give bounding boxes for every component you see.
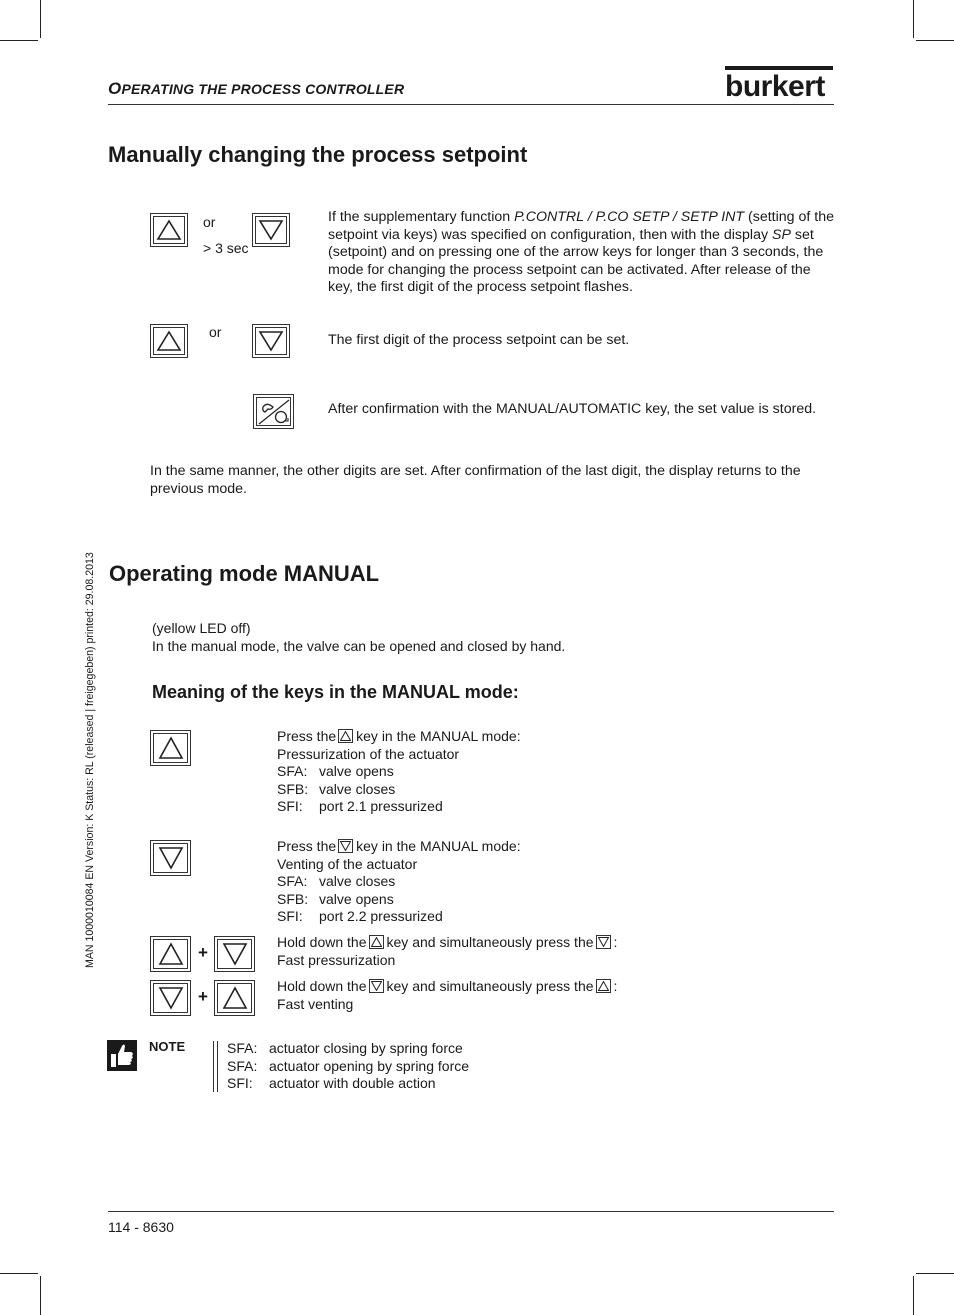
digits-paragraph: In the same manner, the other digits are set. After confirmation of the last digit, the display returns to the previous mode. xyxy=(150,463,801,497)
list-item: SFI: port 2.1 pressurized xyxy=(277,798,443,814)
note-label: NOTE xyxy=(149,1039,186,1054)
up-arrow-icon xyxy=(338,729,353,743)
down-key-description: Press the key in the MANUAL mode: Venting of the actuator SFA: valve closes SFB: valve opens SFI: port 2.2 pressurized xyxy=(277,838,521,924)
led-status: (yellow LED off) xyxy=(152,620,251,636)
manual-intro: In the manual mode, the valve can be opened and closed by hand. xyxy=(152,638,566,654)
list-item: SFB: valve opens xyxy=(277,890,394,907)
section-header-rest: PERATING THE PROCESS CONTROLLER xyxy=(121,81,405,97)
list-item: SFB: valve closes xyxy=(277,780,396,797)
down-arrow-icon xyxy=(369,979,384,993)
section-header xyxy=(108,79,404,99)
note-list xyxy=(227,1040,469,1093)
hand-valve-icon xyxy=(258,399,290,425)
crop-mark xyxy=(916,40,954,41)
up-key[interactable] xyxy=(150,730,191,766)
footer-rule xyxy=(108,1211,834,1212)
up-key[interactable] xyxy=(150,936,191,972)
note-hand-icon xyxy=(107,1040,137,1071)
up-key[interactable] xyxy=(214,980,255,1016)
manual-automatic-key[interactable] xyxy=(253,394,294,429)
list-item: SFA: actuator opening by spring force xyxy=(227,1057,470,1074)
page-number: 114 - 8630 xyxy=(108,1219,174,1235)
fast-pressurization-description: Hold down the key and simultaneously press the : Fast pressurization xyxy=(277,934,618,968)
document-metadata-sidebar: MAN 1000010084 EN Version: K Status: RL (released | freigegeben) printed: 29.08.2013 xyxy=(84,552,96,968)
note-divider xyxy=(217,1041,218,1092)
list-item: SFA: actuator closing by spring force xyxy=(227,1040,463,1056)
keys-subtitle: Meaning of the keys in the MANUAL mode: xyxy=(152,682,519,702)
list-item: SFI: actuator with double action xyxy=(227,1075,436,1091)
stored-text: After confirmation with the MANUAL/AUTOMATIC key, the set value is stored. xyxy=(328,401,817,417)
down-arrow-icon xyxy=(596,935,611,949)
down-key[interactable] xyxy=(252,324,290,358)
up-arrow-icon xyxy=(596,979,611,993)
down-key[interactable] xyxy=(150,980,191,1016)
note-divider xyxy=(213,1041,214,1092)
up-key-description: Press the key in the MANUAL mode: Pressurization of the actuator SFA: valve opens SFB: valve closes SFI: port 2.1 pressurized xyxy=(277,728,521,814)
section-title-setpoint: Manually changing the process setpoint xyxy=(108,142,528,167)
first-digit-text: The first digit of the process setpoint can be set. xyxy=(328,332,630,348)
up-key[interactable] xyxy=(150,213,188,247)
header-rule xyxy=(108,104,834,105)
crop-mark xyxy=(0,1273,38,1274)
list-item: SFI: port 2.2 pressurized xyxy=(277,908,443,924)
down-arrow-icon xyxy=(338,839,353,853)
list-item: SFA: valve opens xyxy=(277,763,394,779)
fast-venting-description: Hold down the key and simultaneously press the : Fast venting xyxy=(277,978,618,1012)
or-label: or xyxy=(203,214,216,230)
down-key[interactable] xyxy=(252,213,290,247)
crop-mark xyxy=(40,1276,41,1315)
crop-mark xyxy=(0,40,38,41)
up-arrow-icon xyxy=(369,935,384,949)
setpoint-activation-text: If the supplementary function P.CONTRL / P.CO SETP / SETP INT (setting of the setpoint via keys) was specified on configuration, then with the display SP set (setpoint) and on pressing one of the arrow keys for longer than 3 seconds, the mode for changing the process setpoint can be activated. After release of the key, the first digit of the process setpoint flashes. xyxy=(328,209,834,296)
logo-bar xyxy=(725,66,833,70)
crop-mark xyxy=(916,1273,954,1274)
list-item: SFA: valve closes xyxy=(277,873,396,889)
section-header-initial: O xyxy=(108,79,122,98)
down-key[interactable] xyxy=(214,936,255,972)
or-label: or xyxy=(209,324,222,340)
plus-sign: + xyxy=(198,987,208,1006)
duration-label: > 3 sec xyxy=(203,240,249,256)
crop-mark xyxy=(913,1276,914,1315)
crop-mark xyxy=(913,0,914,38)
up-key[interactable] xyxy=(150,324,188,358)
crop-mark xyxy=(40,0,41,38)
section-title-manual: Operating mode MANUAL xyxy=(109,561,380,586)
plus-sign: + xyxy=(198,943,208,962)
burkert-logo: burkert xyxy=(725,70,825,103)
down-key[interactable] xyxy=(150,840,191,876)
